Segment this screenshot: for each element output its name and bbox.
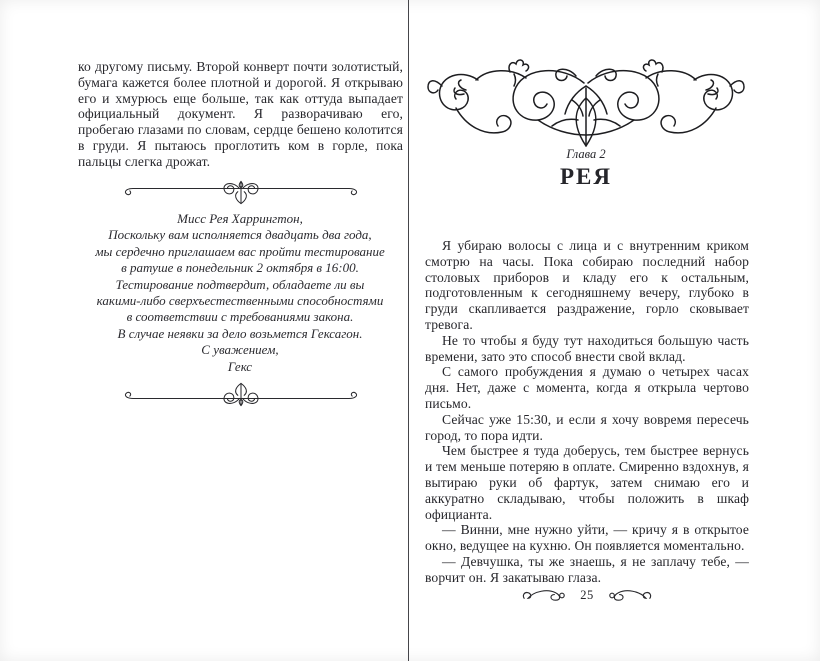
- paragraph: — Винни, мне нужно уйти, — кричу я в открытое окно, ведущее на кухню. Он появляется моментально.: [425, 522, 749, 554]
- paragraph: Чем быстрее я туда доберусь, тем быстрее вернусь и тем меньше потеряю в оплате. Смиренно вздохнув, я вытираю руки об фартук, затем снимаю его и аккуратно складываю, чтобы положить в шкаф официанта.: [425, 443, 749, 522]
- chapter-number: Глава 2: [566, 147, 606, 161]
- letter-line: С уважением,: [201, 342, 279, 358]
- invitation-letter: [64, 211, 416, 375]
- scrollwork-ornament-icon: [426, 56, 746, 151]
- letter-line: Тестирование подтвердит, обладаете ли вы: [115, 276, 365, 292]
- letter-divider-top: [78, 179, 403, 206]
- paragraph: Не то чтобы я буду тут находиться большую часть времени, зато это способ внести свой вклад.: [425, 332, 749, 364]
- left-page: [0, 0, 408, 661]
- letter-line: в соответствии с требованиями закона.: [126, 309, 354, 325]
- letter-line: в ратуше в понедельник 2 октября в 16:00.: [121, 260, 359, 276]
- letter-line: Поскольку вам исполняется двадцать два года,: [108, 227, 372, 243]
- footer-flourish-icon: [607, 586, 653, 604]
- letter-line: какими-либо сверхъестественными способностями: [96, 293, 384, 309]
- body-text: ко другому письму. Второй конверт почти золотистый, бумага кажется более плотной и дорогой. Я открываю его и хмурюсь еще больше, так как оттуда выпадает официальный документ. Я разворачиваю его, пробегаю глазами по словам, сердце бешено колотится в груди. Я пытаюсь проглотить ком в горле, пока пальцы слегка дрожат.: [78, 59, 403, 169]
- paragraph: Сейчас уже 15:30, и если я хочу вовремя пересечь город, то пора идти.: [425, 411, 749, 443]
- paragraph: Я убираю волосы с лица и с внутренним криком смотрю на часы. Пока собираю последний набор столовых приборов и кладу его к остальным, подготовленным к сегодняшнему вечеру, глубоко в груди скапливается раздражение, горло сковывает тревога.: [425, 238, 749, 332]
- letter-line: Мисс Рея Харрингтон,: [177, 211, 303, 226]
- footer-flourish-icon: [521, 586, 567, 604]
- right-page: [409, 0, 820, 661]
- chapter-title: РЕЯ: [560, 164, 612, 189]
- flourish-divider-icon: [121, 179, 361, 206]
- page-footer: [425, 586, 749, 604]
- paragraph: — Девчушка, ты же знаешь, я не заплачу тебе, — ворчит он. Я закатываю глаза.: [425, 553, 749, 585]
- letter-line: Гекс: [227, 358, 253, 374]
- page-number: 25: [580, 587, 594, 602]
- chapter-body: [425, 238, 749, 586]
- chapter-ornament: [425, 56, 747, 151]
- paragraph: С самого пробуждения я думаю о четырех часах дня. Нет, даже с момента, когда я открыла чертово письмо.: [425, 364, 749, 411]
- letter-line: мы сердечно приглашаем вас пройти тестирование: [95, 243, 385, 259]
- letter-line: В случае неявки за дело возьмется Гексагон.: [117, 325, 363, 341]
- letter-divider-bottom: [78, 381, 403, 408]
- flourish-divider-icon: [121, 381, 361, 408]
